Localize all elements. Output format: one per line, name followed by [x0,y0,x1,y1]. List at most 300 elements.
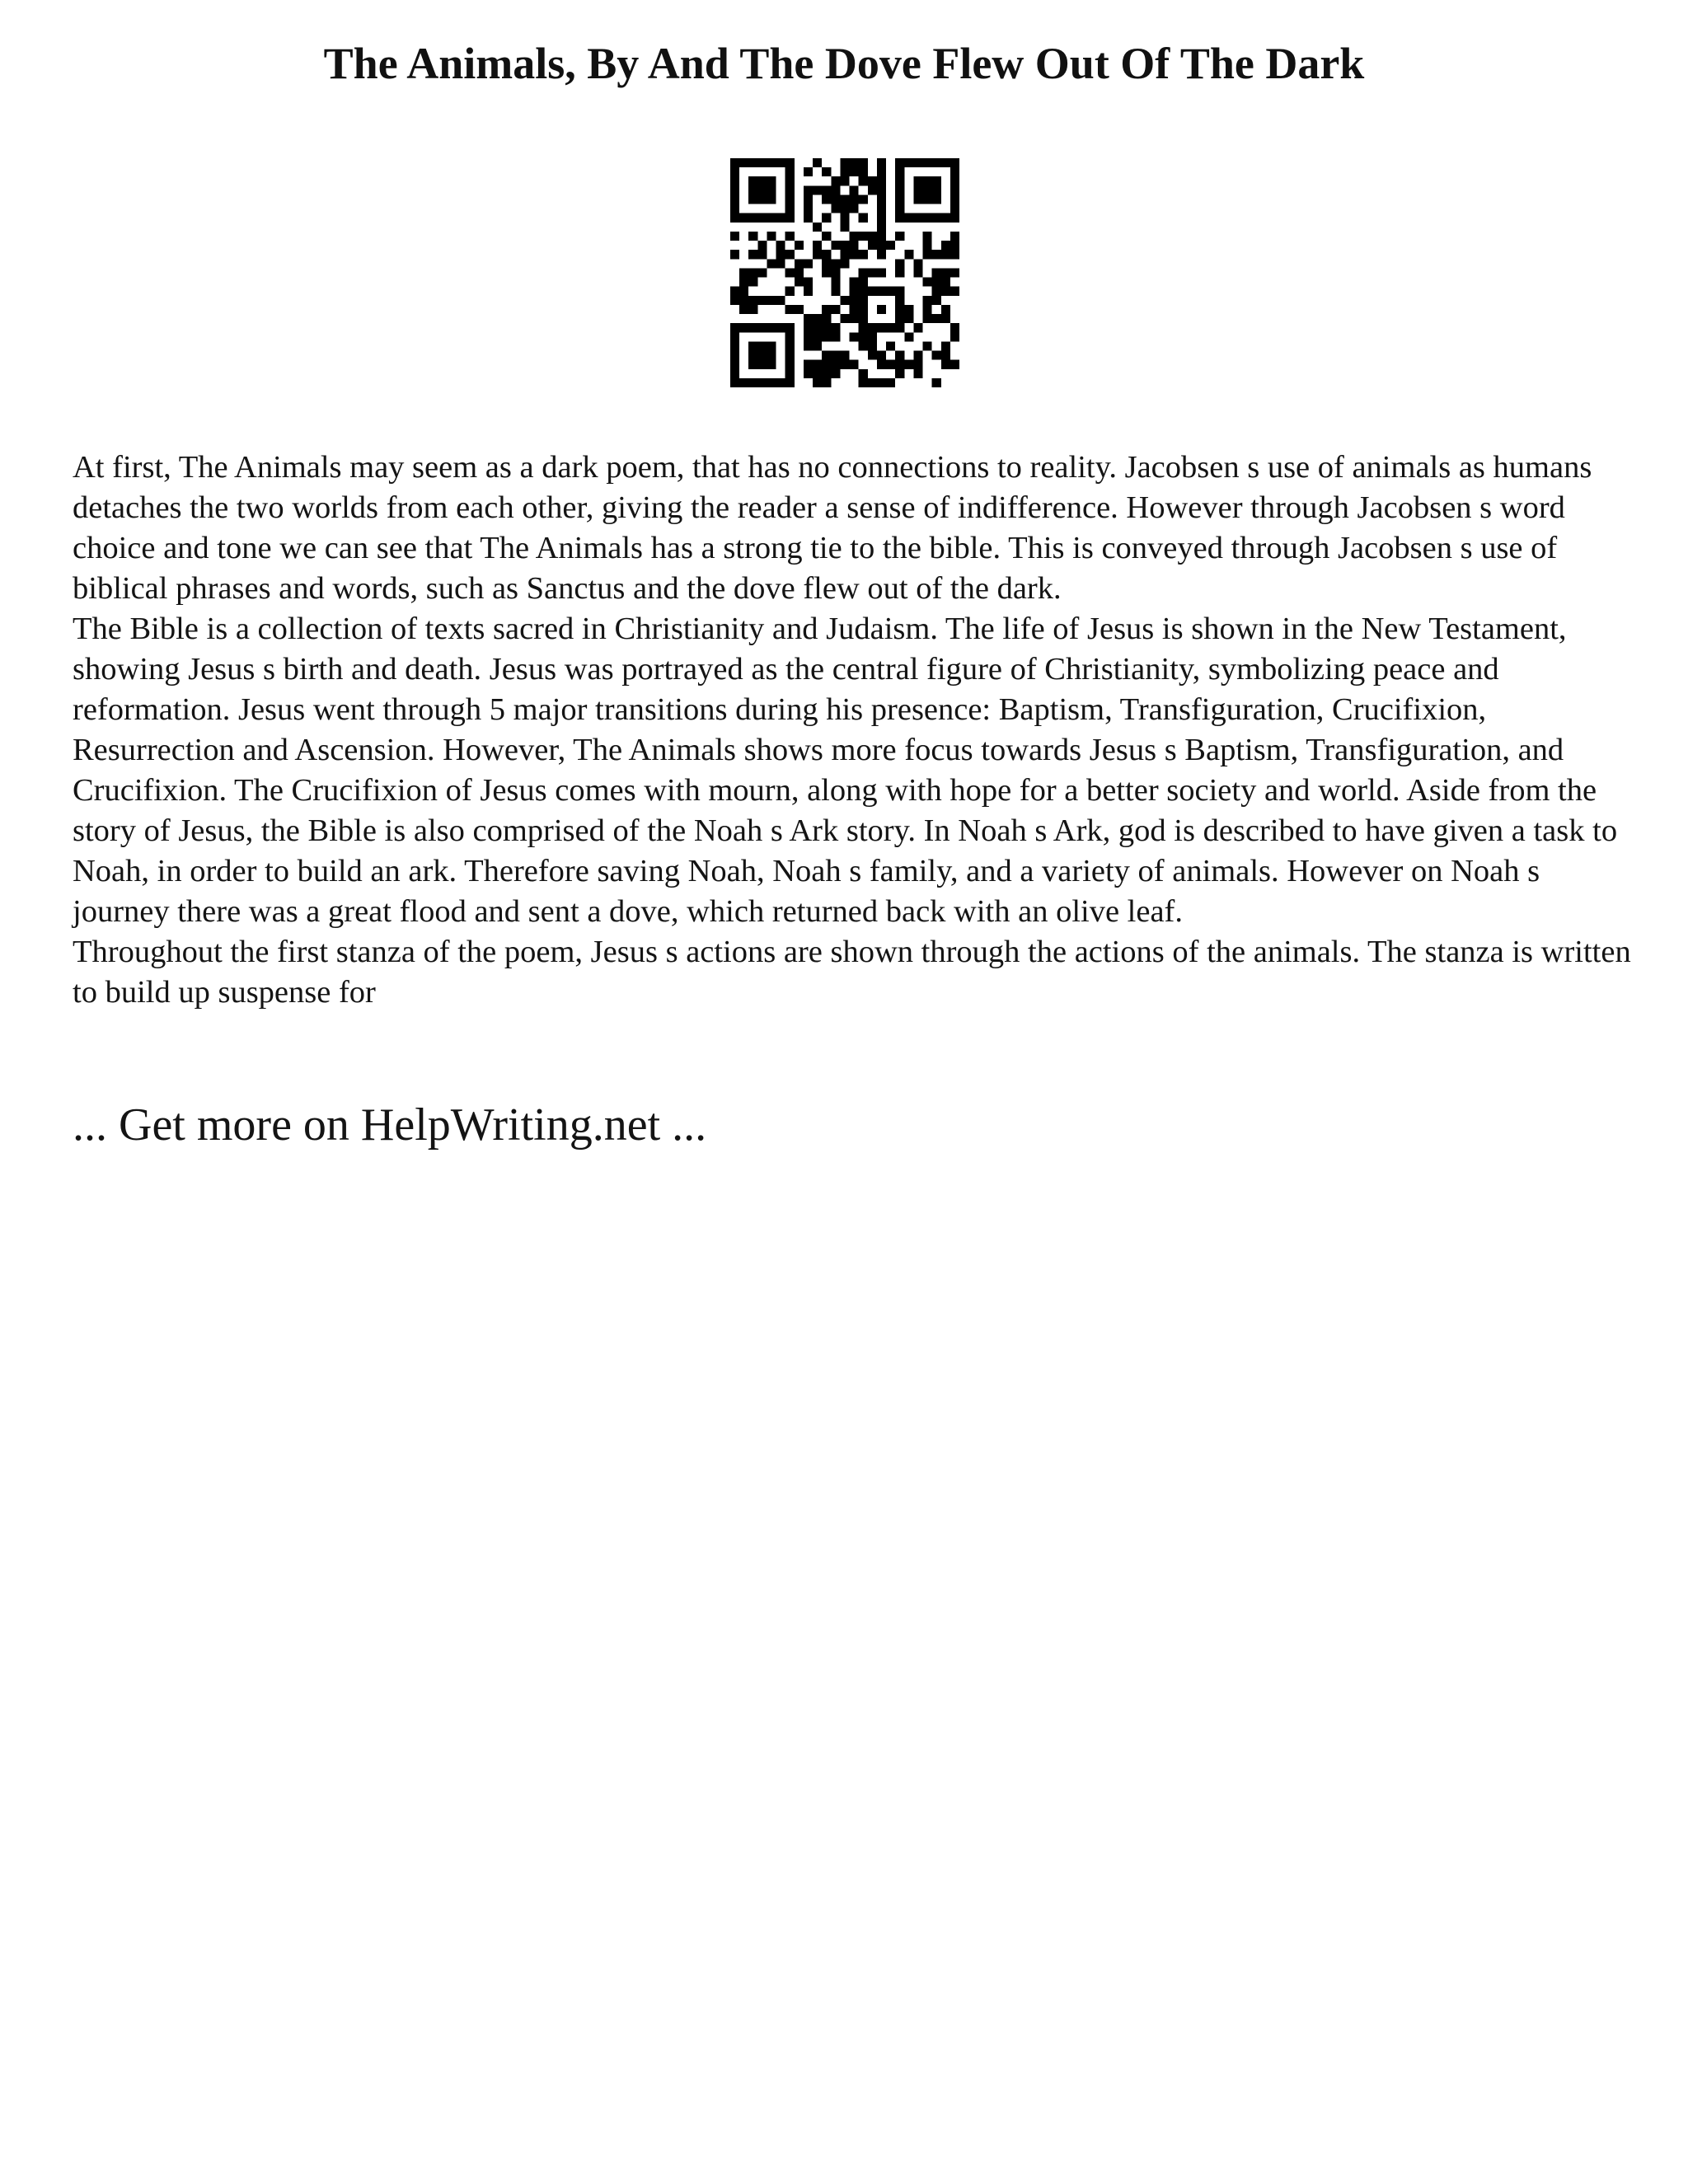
qr-module [950,185,959,194]
qr-module [923,241,932,250]
qr-module [859,176,868,185]
qr-module [840,241,849,250]
qr-module [886,323,895,332]
qr-module [868,378,877,387]
qr-module [923,185,932,194]
qr-module [932,176,941,185]
qr-module [776,323,785,332]
qr-module [785,332,795,341]
qr-module [941,241,950,250]
qr-module [932,213,941,223]
qr-module [941,213,950,223]
qr-module [776,158,785,167]
qr-module [757,250,767,259]
qr-module [840,360,849,369]
qr-module [877,158,886,167]
qr-module [895,232,904,241]
qr-module [904,305,913,314]
qr-module [748,185,757,194]
qr-module [831,176,840,185]
qr-module [739,378,748,387]
article-body [73,448,1639,1013]
qr-module [757,360,767,369]
qr-module [767,158,776,167]
qr-module [859,341,868,350]
qr-module [822,167,831,176]
qr-module [904,332,913,341]
qr-module [804,278,813,287]
qr-module [748,323,757,332]
qr-module [813,250,822,259]
qr-module [804,204,813,213]
qr-module [950,360,959,369]
qr-module [831,360,840,369]
qr-module [831,194,840,204]
qr-module [913,369,922,378]
qr-module [859,232,868,241]
qr-module [757,378,767,387]
qr-module [950,167,959,176]
qr-module [730,369,739,378]
qr-module [923,314,932,323]
qr-module [813,323,822,332]
qr-module [767,341,776,350]
qr-module [877,194,886,204]
qr-module [840,250,849,259]
qr-module [877,305,886,314]
qr-module [932,268,941,277]
qr-module [730,360,739,369]
qr-module [822,369,831,378]
qr-module [950,332,959,341]
qr-module [776,296,785,305]
qr-module [757,241,767,250]
qr-module [877,360,886,369]
qr-module [739,278,748,287]
qr-module [804,185,813,194]
qr-module [767,259,776,268]
qr-module [757,268,767,277]
qr-module [950,323,959,332]
qr-module [840,176,849,185]
qr-module [913,360,922,369]
qr-module [757,185,767,194]
qr-module [877,250,886,259]
qr-module [785,194,795,204]
qr-module [877,204,886,213]
qr-module [904,360,913,369]
qr-module [739,305,748,314]
qr-module [739,323,748,332]
qr-module [923,213,932,223]
qr-module [932,185,941,194]
qr-module [822,323,831,332]
qr-module [859,296,868,305]
qr-module [748,360,757,369]
qr-module [767,194,776,204]
qr-module [748,232,757,241]
qr-module [785,232,795,241]
qr-module [913,351,922,360]
qr-module [923,278,932,287]
qr-module [748,268,757,277]
qr-module [757,351,767,360]
qr-module [804,360,813,369]
qr-module [804,332,813,341]
qr-module [923,296,932,305]
qr-module [831,241,840,250]
qr-module [859,158,868,167]
qr-module [904,250,913,259]
qr-module [941,351,950,360]
qr-module [877,268,886,277]
qr-module [895,158,904,167]
qr-module [822,378,831,387]
qr-module [840,223,849,232]
paragraph: Throughout the first stanza of the poem, Jesus s actions are shown through the actions of the animals. The stanza is written to build up suspense for [73,935,1631,1010]
qr-module [923,250,932,259]
qr-module [877,323,886,332]
qr-module [785,268,795,277]
qr-module [730,158,739,167]
qr-module [767,323,776,332]
qr-module [877,176,886,185]
qr-module [822,360,831,369]
qr-module [785,287,795,296]
qr-module [813,341,822,350]
qr-module [840,296,849,305]
qr-module [730,332,739,341]
qr-module [886,341,895,350]
qr-module [850,167,859,176]
qr-module [804,323,813,332]
qr-module [822,351,831,360]
qr-module [923,158,932,167]
qr-module [804,167,813,176]
qr-module [941,360,950,369]
qr-module [748,351,757,360]
qr-module [831,278,840,287]
qr-module [850,305,859,314]
qr-module [795,278,804,287]
qr-module [822,332,831,341]
qr-module [831,287,840,296]
qr-module [941,278,950,287]
qr-module [859,314,868,323]
qr-module [767,351,776,360]
qr-module [840,213,849,223]
qr-module [941,250,950,259]
qr-module [850,296,859,305]
qr-module [895,259,904,268]
qr-module [748,250,757,259]
qr-module [868,323,877,332]
paragraph: At first, The Animals may seem as a dark poem, that has no connections to reality. Jacobsen s use of animals as humans detaches the two worlds from each other, giving the reader a sense of indifference. However through Jacobsen s word choice and tone we can see that The Animals has a strong tie to the bible. This is conveyed through Jacobsen s use of biblical phrases and words, such as Sanctus and the dove flew out of the dark. [73,450,1592,606]
qr-module [950,158,959,167]
qr-module [813,332,822,341]
qr-module [950,287,959,296]
qr-module [757,176,767,185]
qr-module [739,287,748,296]
qr-module [739,296,748,305]
qr-module [904,158,913,167]
qr-module [730,194,739,204]
qr-module [757,158,767,167]
qr-module [904,213,913,223]
qr-module [859,369,868,378]
qr-module [748,213,757,223]
qr-module [950,204,959,213]
qr-module [840,167,849,176]
qr-module [932,296,941,305]
qr-module [895,185,904,194]
qr-module [730,213,739,223]
qr-module [895,176,904,185]
qr-module [730,232,739,241]
qr-module [813,314,822,323]
qr-module [785,378,795,387]
qr-module [859,378,868,387]
qr-module [831,351,840,360]
qr-module [822,185,831,194]
qr-module [877,378,886,387]
qr-module [923,305,932,314]
qr-module [831,332,840,341]
qr-module [840,158,849,167]
qr-module [868,287,877,296]
qr-module [804,369,813,378]
qr-module [785,185,795,194]
qr-module [795,259,804,268]
qr-module [877,241,886,250]
qr-module [850,332,859,341]
get-more-link[interactable]: ... Get more on HelpWriting.net ... [73,1099,707,1151]
qr-module [748,158,757,167]
qr-code-icon[interactable] [730,158,959,387]
qr-module [831,305,840,314]
qr-module [813,241,822,250]
qr-module [767,378,776,387]
qr-module [840,259,849,268]
qr-module [850,185,859,194]
qr-module [850,250,859,259]
qr-module [877,223,886,232]
qr-module [831,323,840,332]
qr-module [850,287,859,296]
qr-module [748,305,757,314]
qr-module [730,185,739,194]
qr-module [776,378,785,387]
qr-module [886,241,895,250]
qr-module [932,351,941,360]
qr-module [932,314,941,323]
qr-module [950,241,959,250]
qr-module [767,213,776,223]
qr-module [804,287,813,296]
qr-module [895,296,904,305]
qr-module [850,158,859,167]
qr-module [895,369,904,378]
qr-module [831,268,840,277]
qr-module [941,314,950,323]
qr-module [748,296,757,305]
qr-module [859,278,868,287]
qr-module [748,176,757,185]
qr-module [813,185,822,194]
qr-module [941,268,950,277]
qr-module [877,232,886,241]
qr-module [850,360,859,369]
qr-module [877,351,886,360]
qr-module [850,241,859,250]
qr-module [840,351,849,360]
qr-module [767,185,776,194]
qr-module [859,323,868,332]
qr-module [868,332,877,341]
qr-module [895,213,904,223]
qr-module [913,158,922,167]
qr-module [730,296,739,305]
qr-module [868,176,877,185]
qr-module [831,185,840,194]
qr-module [859,268,868,277]
qr-module [950,232,959,241]
qr-module [932,194,941,204]
qr-module [739,213,748,223]
qr-module [895,323,904,332]
qr-module [822,268,831,277]
qr-module [886,378,895,387]
qr-module [767,232,776,241]
qr-module [913,213,922,223]
qr-module [868,351,877,360]
qr-module [757,323,767,332]
qr-module [757,341,767,350]
qr-module [868,232,877,241]
paragraph: The Bible is a collection of texts sacred in Christianity and Judaism. The life of Jesus is shown in the New Testament, showing Jesus s birth and death. Jesus was portrayed as the central figure of Christianity, symbolizing peace and reformation. Jesus went through 5 major transitions during his presence: Baptism, Transfiguration, Crucifixion, Resurrection and Ascension. However, The Animals shows more focus towards Jesus s Baptism, Transfiguration, and Crucifixion. The Crucifixion of Jesus comes with mourn, along with hope for a better society and world. Aside from the story of Jesus, the Bible is also comprised of the Noah s Ark story. In Noah s Ark, god is described to have given a task to Noah, in order to build an ark. Therefore saving Noah, Noah s family, and a variety of animals. However on Noah s journey there was a great flood and sent a dove, which returned back with an olive leaf. [73,612,1618,929]
qr-module [895,351,904,360]
qr-module [739,158,748,167]
qr-module [785,341,795,350]
qr-module [785,323,795,332]
qr-module [730,250,739,259]
qr-module [932,278,941,287]
qr-module [730,167,739,176]
qr-module [785,369,795,378]
qr-module [886,360,895,369]
qr-module [804,213,813,223]
qr-module [886,287,895,296]
qr-module [831,204,840,213]
qr-module [840,314,849,323]
qr-module [785,351,795,360]
qr-module [941,287,950,296]
qr-module [850,194,859,204]
qr-module [868,268,877,277]
qr-module [877,185,886,194]
qr-module [776,241,785,250]
qr-module [913,268,922,277]
qr-module [895,268,904,277]
qr-module [923,341,932,350]
qr-module [895,305,904,314]
qr-module [795,241,804,250]
qr-module [950,176,959,185]
qr-module [950,268,959,277]
qr-module [831,259,840,268]
qr-module [813,369,822,378]
qr-module [748,194,757,204]
qr-module [895,194,904,204]
qr-module [859,305,868,314]
qr-module [850,232,859,241]
qr-module [730,323,739,332]
qr-module [813,378,822,387]
qr-module [913,194,922,204]
qr-module [785,360,795,369]
qr-module [868,241,877,250]
qr-module [932,158,941,167]
qr-module [785,167,795,176]
qr-module [932,287,941,296]
qr-module [868,341,877,350]
qr-module [950,194,959,204]
qr-module [730,378,739,387]
qr-module [868,185,877,194]
qr-module [877,287,886,296]
qr-module [932,378,941,387]
qr-module [941,158,950,167]
qr-module [822,194,831,204]
qr-module [895,167,904,176]
qr-module [822,213,831,223]
qr-module [877,213,886,223]
qr-module [859,287,868,296]
qr-module [932,250,941,259]
qr-module [804,314,813,323]
qr-module [895,287,904,296]
qr-module [730,204,739,213]
qr-module [822,305,831,314]
qr-module [859,250,868,259]
qr-module [895,314,904,323]
qr-module [748,341,757,350]
qr-module [941,341,950,350]
qr-module [840,204,849,213]
qr-module [730,176,739,185]
qr-module [730,351,739,360]
qr-module [776,213,785,223]
qr-module [757,194,767,204]
qr-module [795,305,804,314]
qr-module [776,250,785,259]
qr-module [859,332,868,341]
qr-module [804,341,813,350]
qr-module [895,204,904,213]
qr-module [877,167,886,176]
qr-module [730,341,739,350]
qr-module [840,194,849,204]
qr-module [739,268,748,277]
qr-module [795,268,804,277]
qr-module [822,259,831,268]
qr-module [730,287,739,296]
qr-module [767,296,776,305]
qr-module [785,158,795,167]
qr-module [785,250,795,259]
qr-module [748,378,757,387]
qr-module [767,360,776,369]
